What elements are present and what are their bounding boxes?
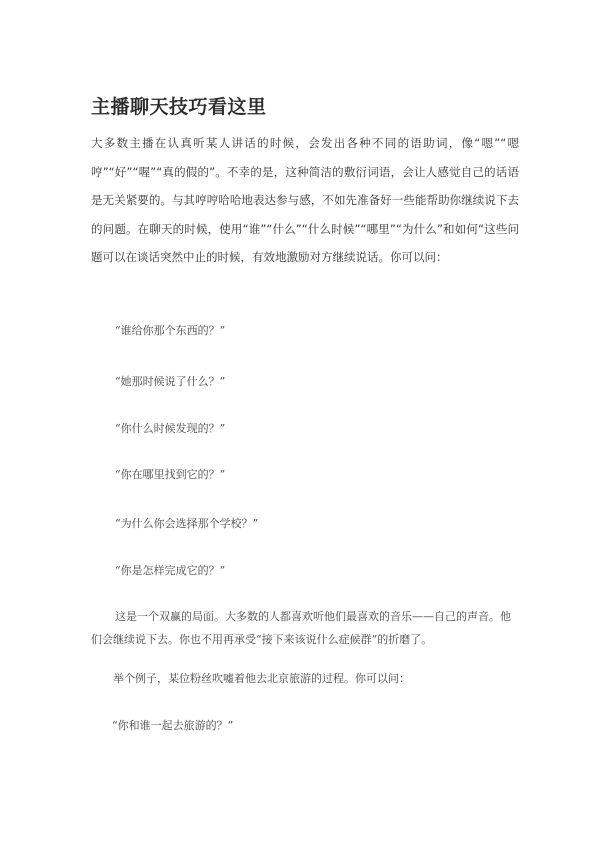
page-title: 主播聊天技巧看这里 xyxy=(91,96,267,118)
question-where: “你在哪里找到它的？” xyxy=(115,468,226,481)
question-what: “她那时候说了什么？” xyxy=(115,375,226,388)
question-travel-companion: “你和谁一起去旅游的？” xyxy=(112,719,234,732)
question-when: “你什么时候发现的？” xyxy=(115,422,226,435)
intro-paragraph: 大多数主播在认真听某人讲话的时候，会发出各种不同的语助词，像“嗯”“嗯哼”“好”“喔”“真的假的”。不幸的是，这种简洁的敷衍词语，会让人感觉自己的话语是无关紧要的。与其哼哼哈哈地表达参与感，不如先准备好一些能帮助你继续说下去的问题。在聊天的时候，使用“谁”“什么”“什么时候”“哪里”“为什么”和如何“这些问题可以在谈话突然中止的时候，有效地激励对方继续说话。你可以问： xyxy=(91,136,519,264)
question-who: “谁给你那个东西的？” xyxy=(115,324,226,337)
question-why: “为什么你会选择那个学校？” xyxy=(115,517,259,530)
example-paragraph: 举个例子，某位粉丝吹嘘着他去北京旅游的过程。你可以问： xyxy=(113,672,410,685)
question-how: “你是怎样完成它的？” xyxy=(115,564,226,577)
win-win-paragraph: 这是一个双赢的局面。大多数的人都喜欢听他们最喜欢的音乐——自己的声音。他们会继续说下去。你也不用再承受“接下来该说什么症候群”的折磨了。 xyxy=(91,610,511,646)
